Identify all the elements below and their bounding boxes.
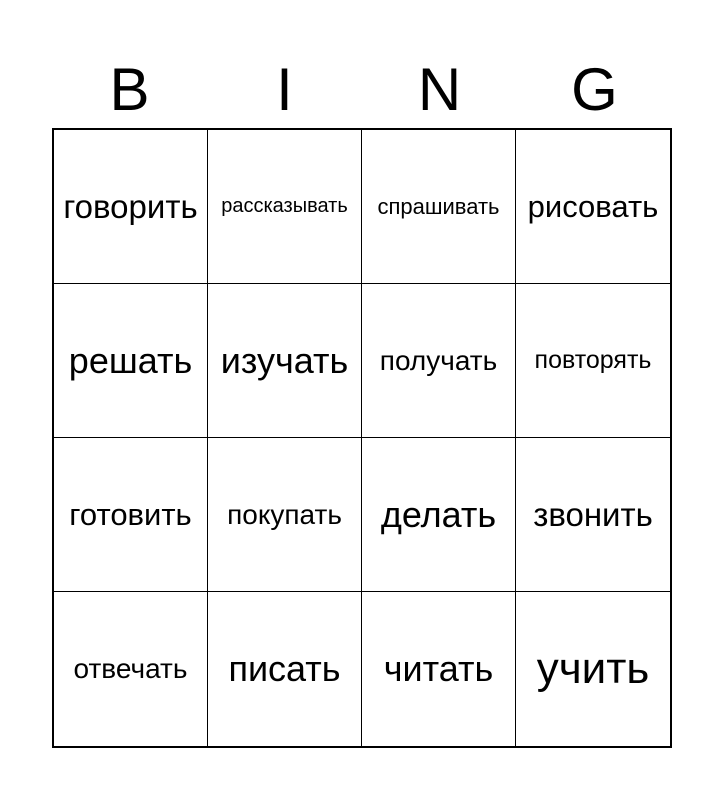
bingo-cell[interactable]: отвечать — [54, 592, 208, 746]
bingo-board — [52, 128, 672, 748]
bingo-cell[interactable]: покупать — [208, 438, 362, 592]
header-letter-b: B — [109, 56, 150, 123]
bingo-cell[interactable]: получать — [362, 284, 516, 438]
bingo-cell[interactable]: рисовать — [516, 130, 670, 284]
bingo-header — [52, 52, 672, 128]
bingo-cell[interactable]: учить — [536, 644, 650, 693]
bingo-cell[interactable]: изучать — [208, 284, 362, 438]
bingo-cell[interactable]: спрашивать — [362, 130, 516, 284]
bingo-cell[interactable]: рассказывать — [208, 130, 362, 284]
bingo-cell[interactable]: говорить — [54, 130, 208, 284]
bingo-cell[interactable]: писать — [208, 592, 362, 746]
bingo-cell[interactable]: читать — [362, 592, 516, 746]
bingo-cell[interactable]: решать — [54, 284, 208, 438]
bingo-cell[interactable]: повторять — [516, 284, 670, 438]
header-letter-n: N — [417, 56, 462, 123]
bingo-cell[interactable]: делать — [362, 438, 516, 592]
header-letter-i: I — [276, 56, 293, 123]
bingo-cell[interactable]: готовить — [54, 438, 208, 592]
header-letter-g: G — [571, 56, 618, 123]
bingo-cell[interactable]: звонить — [516, 438, 670, 592]
